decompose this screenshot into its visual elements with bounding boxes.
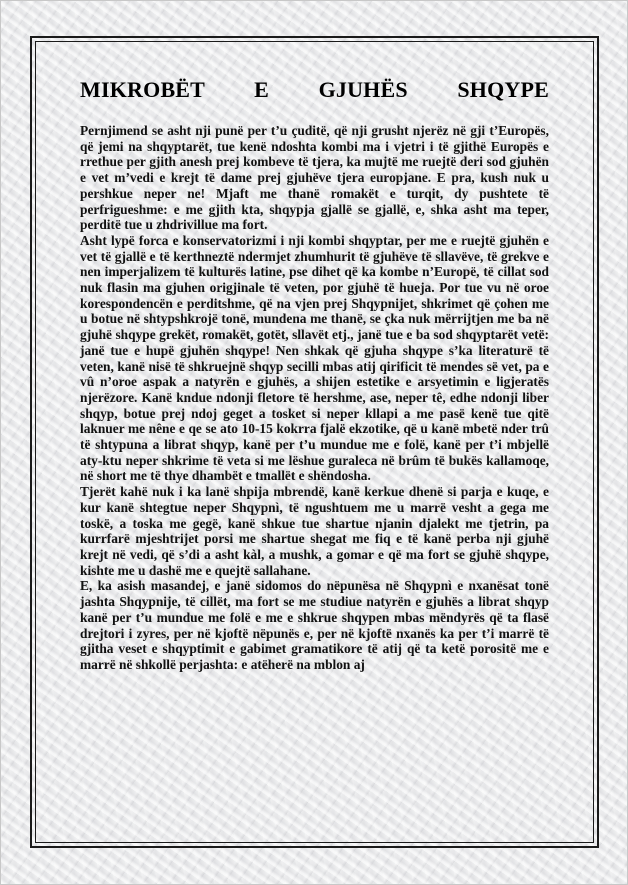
paragraph-2: Asht lypë forca e konservatorizmi i nji kombi shqyptar, per me e ruejtë gjuhën e vet të gjallë e të kerthneztë ndermjet zhumhurit të gjuhëve të sllavëve, të grekve e nen imperjalizem të kulturës latine, pse dihet që ka kombe n’Europë, të cillat sod nuk flasin ma gjuhen origjinale të veten, por gjuhë të hueja. Por tue vu në oroe korespondencën e perditshme, që na vjen prej Shqypnijet, shkrimet që çohen me u botue në shtypshkrojë tonë, mundena me thanë, se çka nuk mërrijtjen me ba në gjuhë shqype grekët, romakët, gotët, sllavët etj., janë tue e ba sod shqyptarët vetë: janë tue e hupë gjuhën shqype! Nen shkak që gjuha shqype s’ka literaturë të veten, kanë nisë të shkruejnë shqyp secilli mbas atij qirificit të mendes së vet, pa e vû n’oroe aspak a natyrën e gjuhës, a shijen estetike e arsyetimin e ligjeratës njerëzore. Kanë kndue ndonji fletore të hershme, ase, neper tê, edhe ndonji liber shqyp, botue prej ndoj geget a tosket si neper kllapi a me pasë kenë tue qitë laknuer me nêne e qe se ato 10-15 kokrra fjalë ekzotike, që u kanë mbetë nder trû të shtypuna a librat shqyp, kanë per t’u mundue me e folë, kanë per t’i mbjellë aty-ktu neper shkrime të veta si me lëshue guraleca në brûm të bukës kallamoqe, në short me të thye dhambët e tmallët e shëndosha. — [80, 232, 549, 484]
article-body — [80, 123, 549, 673]
article-title: MIKROBËT E GJUHËS SHQYPE — [80, 77, 549, 102]
article — [80, 75, 549, 673]
paragraph-4: E, ka asish masandej, e janë sidomos do nëpunësa në Shqypnì e nxanësat tonë jashta Shqypnije, të cillët, ma fort se me studiue natyrën e gjuhës a librat shqyp kanë per t’u mundue me folë e me e shkrue shqypen mbas mëndyrës që ta flasë drejtori i zyres, per në kjoftë nëpunës e, per në kjoftë nxanës ka per t’i marrë të gjitha veset e shqyptimit e gabimet gramatikore të atij që ta ketë porositë me e marrë në shkollë perjashta: e atëherë na mblon aj — [80, 578, 549, 672]
paragraph-3: Tjerët kahë nuk i ka lanë shpija mbrendë, kanë kerkue dhenë si parja e kuqe, e kur kanë shtegtue neper Shqypnì, të ngushtuem me u marrë vesht a gega me toskë, a toska me gegë, kanë shkue tue shartue njanin djalekt me tjetrin, pa kurrfarë mjeshtrijet porsi me shartue shegat me fiq e të kanë perba nji gjuhë krejt në vedi, që s’di a asht kàl, a mushk, a gomar e që ma fort se gjuhë shqype, kishte me u dashë me e quejtë sallahane. — [80, 484, 549, 578]
paragraph-1: Pernjimend se asht nji punë per t’u çuditë, që nji grusht njerëz në gji t’Europës, që jemi na shqyptarët, tue kenë ndoshta kombi ma i vjetri i të gjithë Europës e rrethue per gjith anesh prej kombeve të tjera, ka mujtë me ruejtë deri sod gjuhën e vet m’vedi e krejt të dame prej gjuhëve tjera europjane. E pra, kush nuk u pershkue neper ne! Mjaft me thanë romakët e turqit, dy pushtete të perfrigueshme: e me gjith kta, shqypja gjallë se gjallë, e, shka asht ma teper, perditë tue u zhdrivillue ma fort. — [80, 123, 549, 233]
